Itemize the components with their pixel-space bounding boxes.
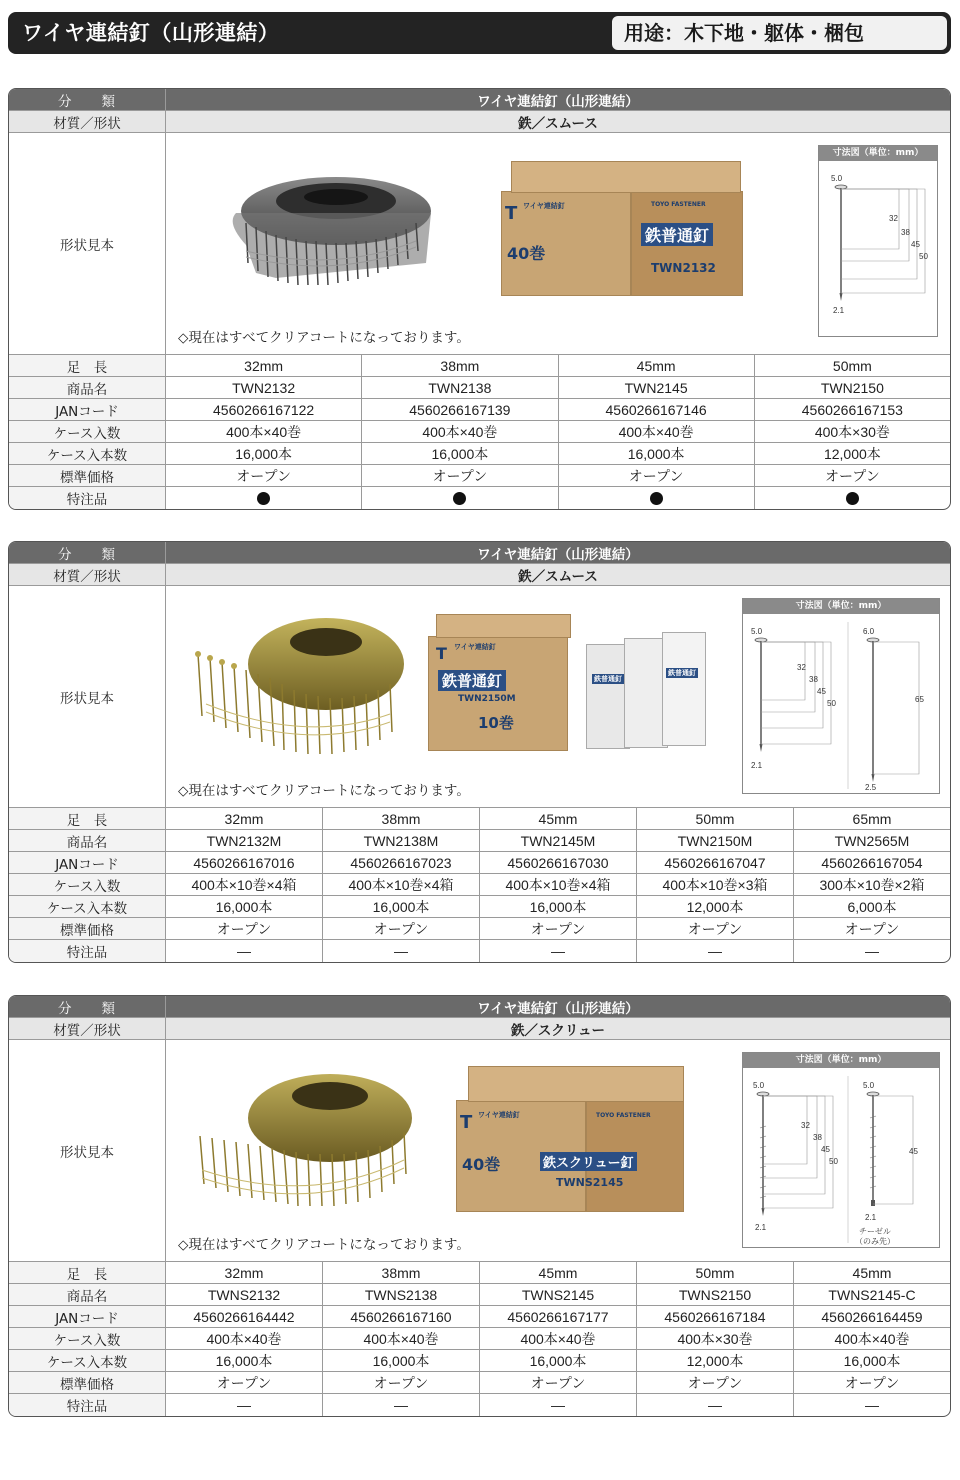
special-order-row <box>9 940 950 962</box>
special-order-cell: — <box>166 940 323 962</box>
case-pieces-cell: 12,000本 <box>823 445 881 462</box>
leg-length-cell: 45mm <box>480 808 637 829</box>
case-pieces-cell: 16,000本 <box>362 443 558 464</box>
available-dot-icon <box>650 492 663 505</box>
dim-head-2: 5.0 <box>863 1081 875 1090</box>
category-row <box>9 542 950 564</box>
box-brand: TOYO FASTENER <box>596 1112 651 1119</box>
special-order-cell: — <box>480 940 637 962</box>
special-order-cell: — <box>323 1394 480 1416</box>
shape-sample-row <box>9 586 950 808</box>
box-series: ワイヤ連結釘 <box>454 643 496 651</box>
leg-length-cell: 65mm <box>852 810 892 827</box>
special-order-cell: — <box>480 1394 637 1416</box>
material-label: 材質／形状 <box>9 564 166 585</box>
category-label: 分 類 <box>9 542 166 563</box>
leg-length-cell: 32mm <box>166 1262 323 1283</box>
case-pieces-cell: 16,000本 <box>480 896 637 917</box>
case-pieces-label: ケース入本数 <box>9 896 166 917</box>
special-order-cell: — <box>637 940 794 962</box>
box-brand: TOYO FASTENER <box>651 201 706 208</box>
special-order-row <box>9 487 950 509</box>
special-order-cell: — <box>865 943 879 959</box>
box-logo: T <box>505 203 518 224</box>
coating-note: ◇現在はすべてクリアコートになっております。 <box>178 1237 470 1253</box>
box-code: TWNS2145 <box>556 1176 624 1189</box>
case-qty-row <box>9 874 950 896</box>
jan-code-cell: 4560266164459 <box>821 1308 923 1325</box>
jan-code-cell: 4560266167047 <box>637 852 794 873</box>
special-order-cell: — <box>166 1394 323 1416</box>
dim-length-4: 50 <box>827 699 836 708</box>
case-qty-label: ケース入数 <box>9 1328 166 1349</box>
leg-length-label: 足 長 <box>9 808 166 829</box>
shape-sample-row <box>9 1040 950 1262</box>
product-name-cell: TWN2132 <box>166 377 362 398</box>
product-block-2 <box>8 541 951 963</box>
jan-code-label: JANコード <box>9 852 166 873</box>
box-qty: 10巻 <box>478 714 514 732</box>
box-product-name: 鉄スクリュー釘 <box>540 1152 637 1171</box>
jan-code-label: JANコード <box>9 399 166 420</box>
case-pieces-cell: 12,000本 <box>637 896 794 917</box>
jan-code-cell: 4560266167160 <box>323 1306 480 1327</box>
product-name-cell: TWNS2132 <box>166 1284 323 1305</box>
box-series: ワイヤ連結釘 <box>523 202 565 210</box>
std-price-cell: オープン <box>362 465 558 486</box>
case-pieces-cell: 16,000本 <box>559 443 755 464</box>
case-qty-row <box>9 1328 950 1350</box>
box-code: TWN2150M <box>458 694 516 704</box>
usage-label: 用途：木下地・躯体・梱包 <box>612 16 947 50</box>
dim-length-3: 45 <box>817 687 826 696</box>
leg-length-label: 足 長 <box>9 355 166 376</box>
std-price-cell: オープン <box>844 1374 900 1391</box>
box-series: ワイヤ連結釘 <box>478 1111 520 1119</box>
special-order-cell <box>362 487 558 509</box>
case-qty-label: ケース入数 <box>9 421 166 442</box>
case-pieces-cell: 16,000本 <box>323 896 480 917</box>
product-name-cell: TWN2145M <box>480 830 637 851</box>
case-pieces-cell: 12,000本 <box>637 1350 794 1371</box>
product-name-cell: TWN2145 <box>559 377 755 398</box>
product-name-cell: TWN2150M <box>637 830 794 851</box>
case-qty-cell: 400本×40巻 <box>166 421 362 442</box>
shape-sample-label: 形状見本 <box>9 1040 166 1261</box>
case-qty-cell: 400本×40巻 <box>559 421 755 442</box>
nail-dimension-drawing <box>743 1068 941 1248</box>
case-qty-cell: 300本×10巻×2箱 <box>819 876 925 893</box>
case-pieces-cell: 16,000本 <box>166 443 362 464</box>
dim-length-3: 45 <box>911 240 920 249</box>
case-qty-cell: 400本×10巻×4箱 <box>166 874 323 895</box>
case-qty-cell: 400本×40巻 <box>362 421 558 442</box>
dimension-panel <box>818 145 938 337</box>
product-name-cell: TWN2138 <box>362 377 558 398</box>
case-pieces-cell: 16,000本 <box>843 1352 901 1369</box>
jan-code-cell: 4560266164442 <box>166 1306 323 1327</box>
material-row <box>9 1018 950 1040</box>
std-price-cell: オープン <box>637 918 794 939</box>
nail-coil-photo <box>216 153 446 303</box>
std-price-label: 標準価格 <box>9 918 166 939</box>
case-pieces-label: ケース入本数 <box>9 1350 166 1371</box>
dimension-title: 寸法図（単位：mm） <box>743 599 939 614</box>
product-name-cell: TWN2132M <box>166 830 323 851</box>
leg-length-cell: 50mm <box>637 808 794 829</box>
category-label: 分 類 <box>9 996 166 1017</box>
retail-box-label: 鉄普通釘 <box>668 669 696 677</box>
material-row <box>9 111 950 133</box>
shape-sample-label: 形状見本 <box>9 586 166 807</box>
dim-head: 5.0 <box>753 1081 765 1090</box>
box-logo: T <box>460 1112 473 1133</box>
box-product-name: 鉄普通釘 <box>438 670 506 691</box>
nail-dimension-drawing <box>743 614 941 794</box>
leg-length-cell: 45mm <box>852 1264 892 1281</box>
shape-sample-row <box>9 133 950 355</box>
dim-length-1: 32 <box>889 214 898 223</box>
leg-length-row <box>9 355 950 377</box>
product-name-cell: TWN2138M <box>323 830 480 851</box>
std-price-label: 標準価格 <box>9 465 166 486</box>
dim-head: 5.0 <box>831 174 843 183</box>
leg-length-cell: 38mm <box>323 1262 480 1283</box>
product-name-cell: TWNS2145 <box>480 1284 637 1305</box>
dim-length-45: 45 <box>909 1147 918 1156</box>
dimension-title: 寸法図（単位：mm） <box>743 1053 939 1068</box>
category-row <box>9 89 950 111</box>
jan-code-cell: 4560266167139 <box>362 399 558 420</box>
dim-length-2: 38 <box>901 228 910 237</box>
special-order-cell: — <box>637 1394 794 1416</box>
jan-code-cell: 4560266167146 <box>559 399 755 420</box>
product-name-cell: TWNS2145-C <box>828 1286 916 1303</box>
product-name-row <box>9 377 950 399</box>
product-block-1 <box>8 88 951 510</box>
leg-length-cell: 45mm <box>559 355 755 376</box>
jan-code-cell: 4560266167023 <box>323 852 480 873</box>
product-box-photo <box>501 161 746 301</box>
jan-code-cell: 4560266167054 <box>821 854 923 871</box>
jan-code-row <box>9 399 950 421</box>
special-order-label: 特注品 <box>9 940 166 962</box>
special-order-cell <box>166 487 362 509</box>
std-price-cell: オープン <box>844 920 900 937</box>
case-pieces-cell: 16,000本 <box>323 1350 480 1371</box>
product-block-3 <box>8 995 951 1417</box>
leg-length-cell: 32mm <box>166 808 323 829</box>
product-name-label: 商品名 <box>9 377 166 398</box>
dimension-panel <box>742 1052 940 1248</box>
case-pieces-row <box>9 443 950 465</box>
special-order-cell: — <box>865 1397 879 1413</box>
case-qty-cell: 400本×30巻 <box>814 423 890 440</box>
box-qty: 40巻 <box>507 244 546 263</box>
product-name-cell: TWNS2138 <box>323 1284 480 1305</box>
dimension-title: 寸法図（単位：mm） <box>819 146 937 161</box>
dim-head-2: 6.0 <box>863 627 875 636</box>
dim-shank: 2.1 <box>833 306 845 315</box>
case-pieces-cell: 16,000本 <box>166 896 323 917</box>
material-value: 鉄／スクリュー <box>166 1018 950 1039</box>
product-name-cell: TWN2150 <box>820 379 884 396</box>
box-product-name: 鉄普通釘 <box>641 223 713 246</box>
case-pieces-row <box>9 1350 950 1372</box>
special-order-label: 特注品 <box>9 487 166 509</box>
dim-length-3: 45 <box>821 1145 830 1154</box>
product-name-label: 商品名 <box>9 830 166 851</box>
dim-length-2: 38 <box>813 1133 822 1142</box>
product-name-row <box>9 830 950 852</box>
leg-length-row <box>9 1262 950 1284</box>
std-price-cell: オープン <box>825 467 880 484</box>
leg-length-cell: 45mm <box>480 1262 637 1283</box>
dim-shank-2: 2.5 <box>865 783 877 792</box>
material-value: 鉄／スムース <box>166 111 950 132</box>
std-price-label: 標準価格 <box>9 1372 166 1393</box>
case-pieces-row <box>9 896 950 918</box>
jan-code-row <box>9 852 950 874</box>
case-pieces-cell: 16,000本 <box>166 1350 323 1371</box>
product-box-photo <box>456 1066 686 1216</box>
special-order-row <box>9 1394 950 1416</box>
shape-sample-area <box>166 1040 950 1261</box>
coating-note: ◇現在はすべてクリアコートになっております。 <box>178 330 470 346</box>
dim-length-4: 50 <box>919 252 928 261</box>
shape-sample-area <box>166 133 950 354</box>
box-logo: T <box>436 644 447 663</box>
leg-length-cell: 50mm <box>832 357 872 374</box>
material-row <box>9 564 950 586</box>
available-dot-icon <box>453 492 466 505</box>
std-price-row <box>9 918 950 940</box>
special-order-cell <box>559 487 755 509</box>
jan-code-cell: 4560266167030 <box>480 852 637 873</box>
case-qty-cell: 400本×10巻×4箱 <box>480 874 637 895</box>
case-qty-label: ケース入数 <box>9 874 166 895</box>
dim-length-1: 32 <box>801 1121 810 1130</box>
category-value: ワイヤ連結釘（山形連結） <box>166 89 950 110</box>
material-label: 材質／形状 <box>9 1018 166 1039</box>
jan-code-cell: 4560266167177 <box>480 1306 637 1327</box>
case-qty-cell: 400本×40巻 <box>166 1328 323 1349</box>
special-order-cell <box>755 487 950 509</box>
leg-length-cell: 50mm <box>637 1262 794 1283</box>
dim-length-1: 32 <box>797 663 806 672</box>
case-qty-cell: 400本×40巻 <box>480 1328 637 1349</box>
leg-length-cell: 38mm <box>323 808 480 829</box>
available-dot-icon <box>257 492 270 505</box>
case-qty-cell: 400本×10巻×4箱 <box>323 874 480 895</box>
product-name-cell: TWNS2150 <box>637 1284 794 1305</box>
leg-length-row <box>9 808 950 830</box>
chisel-note-sub: （のみ先） <box>855 1237 895 1246</box>
std-price-cell: オープン <box>480 1372 637 1393</box>
std-price-cell: オープン <box>323 1372 480 1393</box>
leg-length-cell: 32mm <box>166 355 362 376</box>
jan-code-cell: 4560266167153 <box>801 401 903 418</box>
jan-code-cell: 4560266167122 <box>166 399 362 420</box>
std-price-cell: オープン <box>166 1372 323 1393</box>
chisel-note: チーゼル <box>859 1227 891 1236</box>
case-pieces-cell: 6,000本 <box>847 898 897 915</box>
box-qty: 40巻 <box>462 1155 501 1174</box>
special-order-cell: — <box>323 940 480 962</box>
dim-length-2: 38 <box>809 675 818 684</box>
dim-shank-2: 2.1 <box>865 1213 877 1222</box>
case-qty-cell: 400本×30巻 <box>637 1328 794 1349</box>
leg-length-label: 足 長 <box>9 1262 166 1283</box>
case-qty-cell: 400本×40巻 <box>834 1330 910 1347</box>
material-label: 材質／形状 <box>9 111 166 132</box>
special-order-label: 特注品 <box>9 1394 166 1416</box>
category-label: 分 類 <box>9 89 166 110</box>
material-value: 鉄／スムース <box>166 564 950 585</box>
jan-code-label: JANコード <box>9 1306 166 1327</box>
box-code: TWN2132 <box>651 261 716 275</box>
std-price-cell: オープン <box>323 918 480 939</box>
product-box-photo <box>428 614 573 754</box>
nail-dimension-drawing <box>819 161 939 337</box>
category-row <box>9 996 950 1018</box>
shape-sample-label: 形状見本 <box>9 133 166 354</box>
dim-shank: 2.1 <box>751 761 763 770</box>
retail-box-label: 鉄普通釘 <box>594 675 622 683</box>
coating-note: ◇現在はすべてクリアコートになっております。 <box>178 783 470 799</box>
dim-length-65: 65 <box>915 695 924 704</box>
dim-head: 5.0 <box>751 627 763 636</box>
dim-shank: 2.1 <box>755 1223 767 1232</box>
case-pieces-label: ケース入本数 <box>9 443 166 464</box>
jan-code-cell: 4560266167184 <box>637 1306 794 1327</box>
std-price-row <box>9 465 950 487</box>
std-price-cell: オープン <box>559 465 755 486</box>
product-name-cell: TWN2565M <box>834 832 910 849</box>
dimension-panel <box>742 598 940 794</box>
std-price-cell: オープン <box>166 465 362 486</box>
leg-length-cell: 38mm <box>362 355 558 376</box>
page-header-banner <box>8 12 951 54</box>
nail-coil-photo <box>176 604 406 764</box>
category-value: ワイヤ連結釘（山形連結） <box>166 996 950 1017</box>
page-title: ワイヤ連結釘（山形連結） <box>22 21 280 45</box>
jan-code-cell: 4560266167016 <box>166 852 323 873</box>
product-name-row <box>9 1284 950 1306</box>
std-price-cell: オープン <box>166 918 323 939</box>
std-price-row <box>9 1372 950 1394</box>
product-name-label: 商品名 <box>9 1284 166 1305</box>
case-qty-row <box>9 421 950 443</box>
nail-coil-photo <box>180 1056 420 1216</box>
category-value: ワイヤ連結釘（山形連結） <box>166 542 950 563</box>
case-pieces-cell: 16,000本 <box>480 1350 637 1371</box>
retail-box-photo <box>586 624 726 754</box>
available-dot-icon <box>846 492 859 505</box>
std-price-cell: オープン <box>637 1372 794 1393</box>
shape-sample-area <box>166 586 950 807</box>
jan-code-row <box>9 1306 950 1328</box>
case-qty-cell: 400本×10巻×3箱 <box>637 874 794 895</box>
case-qty-cell: 400本×40巻 <box>323 1328 480 1349</box>
dim-length-4: 50 <box>829 1157 838 1166</box>
std-price-cell: オープン <box>480 918 637 939</box>
